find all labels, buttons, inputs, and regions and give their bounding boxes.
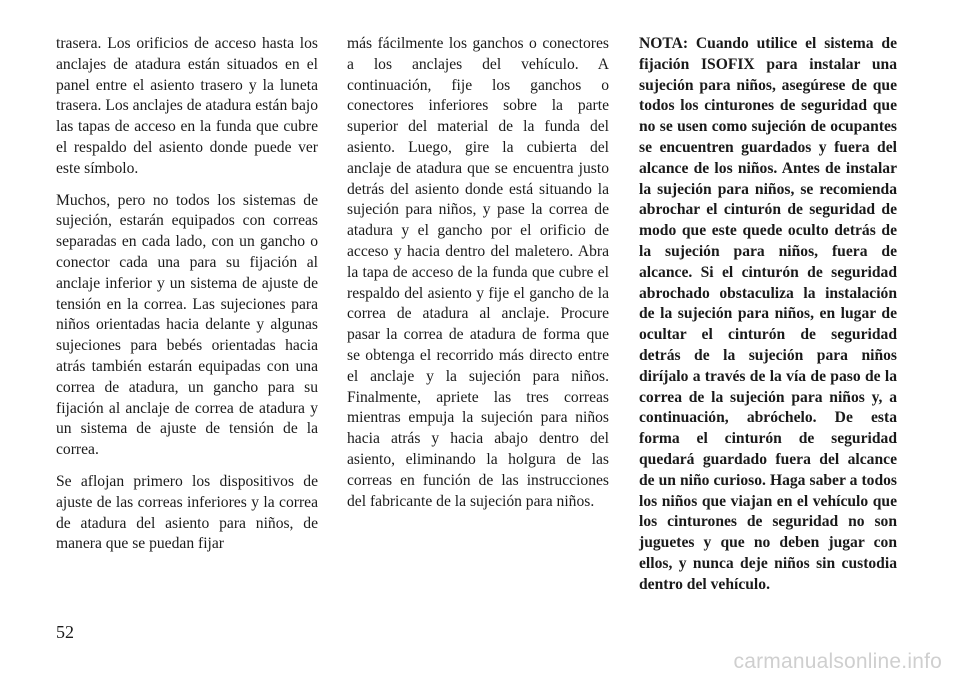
watermark: carmanualsonline.info — [733, 650, 942, 673]
paragraph-restraint-systems: Muchos, pero no todos los sistemas de sujeción, estarán equipados con correas separadas en cada lado, con un gancho o conector cada una para su fijación al anclaje inferior y un sistema de ajuste de tensión en la correa. Las sujeciones para niños orientadas hacia delante y algunas sujeciones para bebés orientadas hacia atrás también estarán equipadas con una correa de atadura, un gancho para su fijación al anclaje de correa de atadura y un sistema de ajuste de tensión de la correa. — [56, 191, 318, 459]
left-column — [56, 34, 318, 566]
middle-column — [347, 34, 609, 523]
paragraph-loosen-adjusters: Se aflojan primero los dispositivos de ajuste de las correas inferiores y la correa de atadura del asiento para niños, de manera que se puedan fijar — [56, 472, 318, 553]
right-column-note — [639, 34, 897, 607]
paragraph-isofix-note: NOTA: Cuando utilice el sistema de fijación ISOFIX para instalar una sujeción para niños, asegúrese de que todos los cinturones de seguridad que no se usen como sujeción de ocupantes se encuentren guardados y fuera del alcance de los niños. Antes de instalar la sujeción para niños, se recomienda abrochar el cinturón de seguridad de modo que este quede oculto detrás de la sujeción para niños, fuera de alcance. Si el cinturón de seguridad abrochado obstaculiza la instalación de la sujeción para niños, en lugar de ocultar el cinturón de seguridad detrás de la sujeción para niños diríjalo a través de la vía de paso de la correa de la sujeción para niños y, a continuación, abróchelo. De esta forma el cinturón de seguridad quedará guardado fuera del alcance de un niño curioso. Haga saber a todos los niños que viajan en el vehículo que los cinturones de seguridad no son juguetes y que no deben jugar con ellos, y nunca deje niños sin custodia dentro del vehículo. — [639, 35, 897, 593]
page-number: 52 — [56, 622, 74, 642]
paragraph-installation-steps: más fácilmente los ganchos o conectores a los anclajes del vehículo. A continuación, fije los ganchos o conectores inferiores sobre la parte superior del material de la funda del asiento. Luego, gire la cubierta del anclaje de atadura que se encuentra justo detrás del asiento donde está situando la sujeción para niños, y pase la correa de atadura y el gancho por el orificio de acceso y hacia dentro del maletero. Abra la tapa de acceso de la funda que cubre el respaldo del asiento y fije el gancho de la correa de atadura al anclaje. Procure pasar la correa de atadura de forma que se obtenga el recorrido más directo entre el anclaje y la sujeción para niños. Finalmente, apriete las tres correas mientras empuja la sujeción para niños hacia atrás y hacia abajo dentro del asiento, eliminando la holgura de las correas en función de las instrucciones del fabricante de la sujeción para niños. — [347, 35, 609, 510]
paragraph-access-holes: trasera. Los orificios de acceso hasta los anclajes de atadura están situados en el panel entre el asiento trasero y la luneta trasera. Los anclajes de atadura están bajo las tapas de acceso en la funda que cubre el respaldo del asiento donde puede ver este símbolo. — [56, 35, 318, 177]
